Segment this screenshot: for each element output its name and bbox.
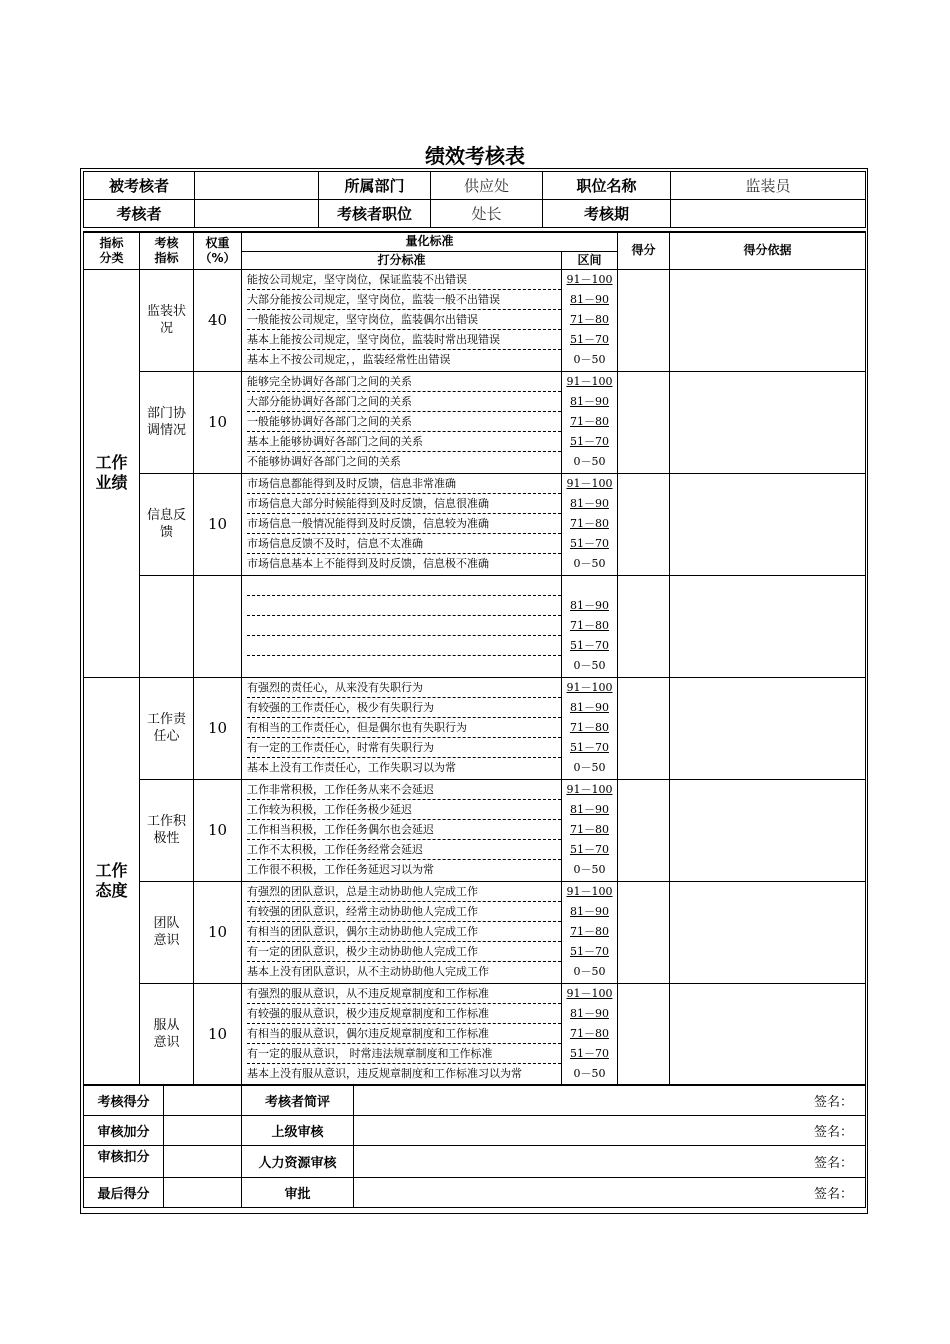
criteria-line (247, 656, 561, 675)
basis-input[interactable] (670, 473, 866, 575)
col-basis: 得分依据 (670, 232, 866, 269)
criteria-line: 市场信息基本上不能得到及时反馈，信息极不准确 (247, 557, 489, 571)
weight-value: 40 (194, 269, 242, 371)
range-value: 71－80 (570, 516, 609, 530)
criteria-line: 市场信息都能得到及时反馈，信息非常准确 (247, 474, 561, 494)
range-value: 51－70 (570, 333, 609, 347)
basis-input[interactable] (670, 779, 866, 881)
range-value: 51－70 (570, 945, 609, 959)
footer-value-input[interactable] (164, 1116, 242, 1146)
criteria-line (247, 616, 561, 636)
signature-field[interactable]: 签名： (354, 1116, 866, 1146)
criteria-line (247, 596, 561, 616)
criteria-line: 一般能按公司规定，坚守岗位，监装偶尔出错误 (247, 310, 561, 330)
criteria-group-row (84, 269, 866, 371)
criteria-line: 市场信息反馈不及时，信息不太准确 (247, 534, 561, 554)
range-value: 51－70 (570, 537, 609, 551)
footer-review-label: 审批 (242, 1178, 354, 1208)
criteria-cell (242, 575, 562, 677)
footer-table (83, 1084, 866, 1208)
footer-label: 审核加分 (84, 1116, 164, 1146)
label-position: 职位名称 (543, 172, 671, 200)
field-appraisee[interactable] (195, 172, 319, 200)
range-value: 0－50 (573, 1067, 606, 1081)
criteria-line: 有强烈的服从意识，从不违反规章制度和工作标准 (247, 984, 561, 1004)
category-performance: 工作 业绩 (84, 269, 140, 677)
indicator-name: 团队 意识 (140, 881, 194, 983)
range-value: 0－50 (573, 863, 606, 877)
criteria-cell (242, 677, 562, 779)
score-input[interactable] (618, 473, 670, 575)
range-value: 51－70 (570, 843, 609, 857)
criteria-line: 有一定的服从意识， 时常违法规章制度和工作标准 (247, 1044, 561, 1064)
criteria-line: 不能够协调好各部门之间的关系 (247, 455, 401, 469)
footer-value-input[interactable] (164, 1146, 242, 1178)
criteria-line: 基本上能够协调好各部门之间的关系 (247, 432, 561, 452)
range-value: 81－90 (570, 1006, 609, 1020)
weight-value: 10 (194, 473, 242, 575)
field-department[interactable]: 供应处 (431, 172, 543, 200)
range-value: 71－80 (570, 720, 609, 734)
range-cell (562, 473, 618, 575)
criteria-cell (242, 779, 562, 881)
indicator-name: 工作积 极性 (140, 779, 194, 881)
criteria-group-row (84, 677, 866, 779)
header-row (84, 172, 866, 200)
footer-label: 最后得分 (84, 1178, 164, 1208)
criteria-line: 基本上没有工作责任心，工作失职习以为常 (247, 761, 456, 775)
criteria-line: 工作不太积极，工作任务经常会延迟 (247, 840, 561, 860)
score-input[interactable] (618, 677, 670, 779)
weight-value: 10 (194, 881, 242, 983)
col-criteria: 打分标准 (242, 251, 562, 269)
criteria-cell (242, 881, 562, 983)
footer-row (84, 1146, 866, 1178)
score-input[interactable] (618, 269, 670, 371)
range-value: 0－50 (573, 659, 606, 673)
criteria-table (83, 231, 866, 1086)
criteria-line: 基本上没有服从意识，违反规章制度和工作标准习以为常 (247, 1067, 522, 1081)
score-input[interactable] (618, 983, 670, 1085)
range-value: 0－50 (573, 455, 606, 469)
weight-value: 10 (194, 677, 242, 779)
col-score: 得分 (618, 232, 670, 269)
weight-value: 10 (194, 779, 242, 881)
label-period: 考核期 (543, 200, 671, 228)
criteria-group-row (84, 779, 866, 881)
score-input[interactable] (618, 779, 670, 881)
criteria-line: 基本上不按公司规定，，监装经常性出错误 (247, 353, 451, 367)
weight-value: 10 (194, 371, 242, 473)
criteria-line (247, 576, 561, 596)
range-value: 91－100 (566, 374, 613, 388)
footer-row (84, 1085, 866, 1116)
criteria-group-row (84, 983, 866, 1085)
criteria-line: 有一定的团队意识，极少主动协助他人完成工作 (247, 942, 561, 962)
criteria-line: 工作非常积极，工作任务从来不会延迟 (247, 780, 561, 800)
footer-label: 考核得分 (84, 1085, 164, 1116)
footer-value-input[interactable] (164, 1085, 242, 1116)
criteria-line: 有较强的团队意识，经常主动协助他人完成工作 (247, 902, 561, 922)
range-value: 71－80 (570, 312, 609, 326)
criteria-line: 工作很不积极，工作任务延迟习以为常 (247, 863, 434, 877)
field-position[interactable]: 监装员 (671, 172, 866, 200)
range-value: 51－70 (570, 435, 609, 449)
range-value: 0－50 (573, 353, 606, 367)
range-value: 91－100 (566, 272, 613, 286)
indicator-name: 信息反 馈 (140, 473, 194, 575)
range-value: 81－90 (570, 598, 609, 612)
criteria-line: 市场信息一般情况能得到及时反馈，信息较为准确 (247, 514, 561, 534)
col-category: 指标 分类 (84, 232, 140, 269)
criteria-line: 大部分能按公司规定，坚守岗位，监装一般不出错误 (247, 290, 561, 310)
basis-input[interactable] (670, 575, 866, 677)
range-value: 0－50 (573, 557, 606, 571)
range-value: 0－50 (573, 965, 606, 979)
range-value: 81－90 (570, 292, 609, 306)
range-value: 91－100 (566, 680, 613, 694)
basis-input[interactable] (670, 371, 866, 473)
range-cell (562, 881, 618, 983)
basis-input[interactable] (670, 677, 866, 779)
footer-review-label: 人力资源审核 (242, 1146, 354, 1178)
signature-field[interactable]: 签名： (354, 1085, 866, 1116)
range-value: 91－100 (566, 884, 613, 898)
criteria-line: 有相当的工作责任心，但是偶尔也有失职行为 (247, 718, 561, 738)
range-value: 91－100 (566, 476, 613, 490)
col-range: 区间 (562, 251, 618, 269)
range-value: 0－50 (573, 761, 606, 775)
range-value: 81－90 (570, 394, 609, 408)
criteria-line: 有相当的服从意识，偶尔违反规章制度和工作标准 (247, 1024, 561, 1044)
criteria-cell (242, 269, 562, 371)
criteria-line: 市场信息大部分时候能得到及时反馈，信息很准确 (247, 494, 561, 514)
range-value: 71－80 (570, 414, 609, 428)
criteria-line: 有强烈的责任心，从来没有失职行为 (247, 678, 561, 698)
criteria-line: 能按公司规定，坚守岗位，保证监装不出错误 (247, 270, 561, 290)
criteria-cell (242, 983, 562, 1085)
range-cell (562, 575, 618, 677)
range-cell (562, 779, 618, 881)
basis-input[interactable] (670, 269, 866, 371)
label-appraiser: 考核者 (84, 200, 195, 228)
criteria-group-row (84, 371, 866, 473)
criteria-group-row (84, 575, 866, 677)
footer-value-input[interactable] (164, 1178, 242, 1208)
basis-input[interactable] (670, 881, 866, 983)
criteria-line: 一般能够协调好各部门之间的关系 (247, 412, 561, 432)
criteria-cell (242, 473, 562, 575)
range-value: 51－70 (570, 1047, 609, 1061)
footer-row (84, 1116, 866, 1146)
footer-row (84, 1178, 866, 1208)
range-cell (562, 269, 618, 371)
criteria-line: 有强烈的团队意识，总是主动协助他人完成工作 (247, 882, 561, 902)
range-value: 91－100 (566, 782, 613, 796)
category-attitude: 工作 态度 (84, 677, 140, 1085)
criteria-line: 有较强的服从意识，极少违反规章制度和工作标准 (247, 1004, 561, 1024)
indicator-name: 工作责 任心 (140, 677, 194, 779)
field-appraiser-position[interactable]: 处长 (431, 200, 543, 228)
criteria-group-row (84, 881, 866, 983)
criteria-line: 工作相当积极，工作任务偶尔也会延迟 (247, 820, 561, 840)
col-indicator: 考核 指标 (140, 232, 194, 269)
range-value: 81－90 (570, 904, 609, 918)
signature-field[interactable]: 签名： (354, 1146, 866, 1178)
weight-value (194, 575, 242, 677)
range-value: 81－90 (570, 700, 609, 714)
range-value: 71－80 (570, 924, 609, 938)
criteria-line: 有较强的工作责任心，极少有失职行为 (247, 698, 561, 718)
range-cell (562, 677, 618, 779)
field-appraiser[interactable] (195, 200, 319, 228)
criteria-line: 有相当的团队意识，偶尔主动协助他人完成工作 (247, 922, 561, 942)
indicator-name: 部门协 调情况 (140, 371, 194, 473)
label-department: 所属部门 (319, 172, 431, 200)
basis-input[interactable] (670, 983, 866, 1085)
footer-review-label: 考核者简评 (242, 1085, 354, 1116)
indicator-name: 监装状 况 (140, 269, 194, 371)
page-title: 绩效考核表 (425, 144, 525, 168)
field-period[interactable] (671, 200, 866, 228)
range-value: 71－80 (570, 618, 609, 632)
label-appraisee: 被考核者 (84, 172, 195, 200)
indicator-name (140, 575, 194, 677)
range-value: 81－90 (570, 496, 609, 510)
signature-field[interactable]: 签名： (354, 1178, 866, 1208)
range-value: 71－80 (570, 1026, 609, 1040)
weight-value: 10 (194, 983, 242, 1085)
range-value (562, 576, 617, 596)
footer-review-label: 上级审核 (242, 1116, 354, 1146)
criteria-line: 能够完全协调好各部门之间的关系 (247, 372, 561, 392)
criteria-group-row (84, 473, 866, 575)
criteria-line: 有一定的工作责任心，时常有失职行为 (247, 738, 561, 758)
col-weight: 权重 （%） (194, 232, 242, 269)
criteria-line: 工作较为积极，工作任务极少延迟 (247, 800, 561, 820)
range-value: 51－70 (570, 639, 609, 653)
header-table (83, 171, 866, 228)
range-value: 71－80 (570, 822, 609, 836)
criteria-line (247, 636, 561, 656)
score-input[interactable] (618, 371, 670, 473)
criteria-line: 基本上能按公司规定，坚守岗位，监装时常出现错误 (247, 330, 561, 350)
footer-label: 审核扣分 (84, 1146, 164, 1178)
range-value: 51－70 (570, 741, 609, 755)
score-input[interactable] (618, 575, 670, 677)
range-cell (562, 983, 618, 1085)
indicator-name: 服从 意识 (140, 983, 194, 1085)
criteria-cell (242, 371, 562, 473)
label-appraiser-position: 考核者职位 (319, 200, 431, 228)
criteria-line: 基本上没有团队意识，从不主动协助他人完成工作 (247, 965, 489, 979)
col-quant: 量化标准 (242, 232, 618, 251)
range-value: 81－90 (570, 802, 609, 816)
score-input[interactable] (618, 881, 670, 983)
criteria-line: 大部分能协调好各部门之间的关系 (247, 392, 561, 412)
header-row (84, 200, 866, 228)
range-cell (562, 371, 618, 473)
range-value: 91－100 (566, 986, 613, 1000)
